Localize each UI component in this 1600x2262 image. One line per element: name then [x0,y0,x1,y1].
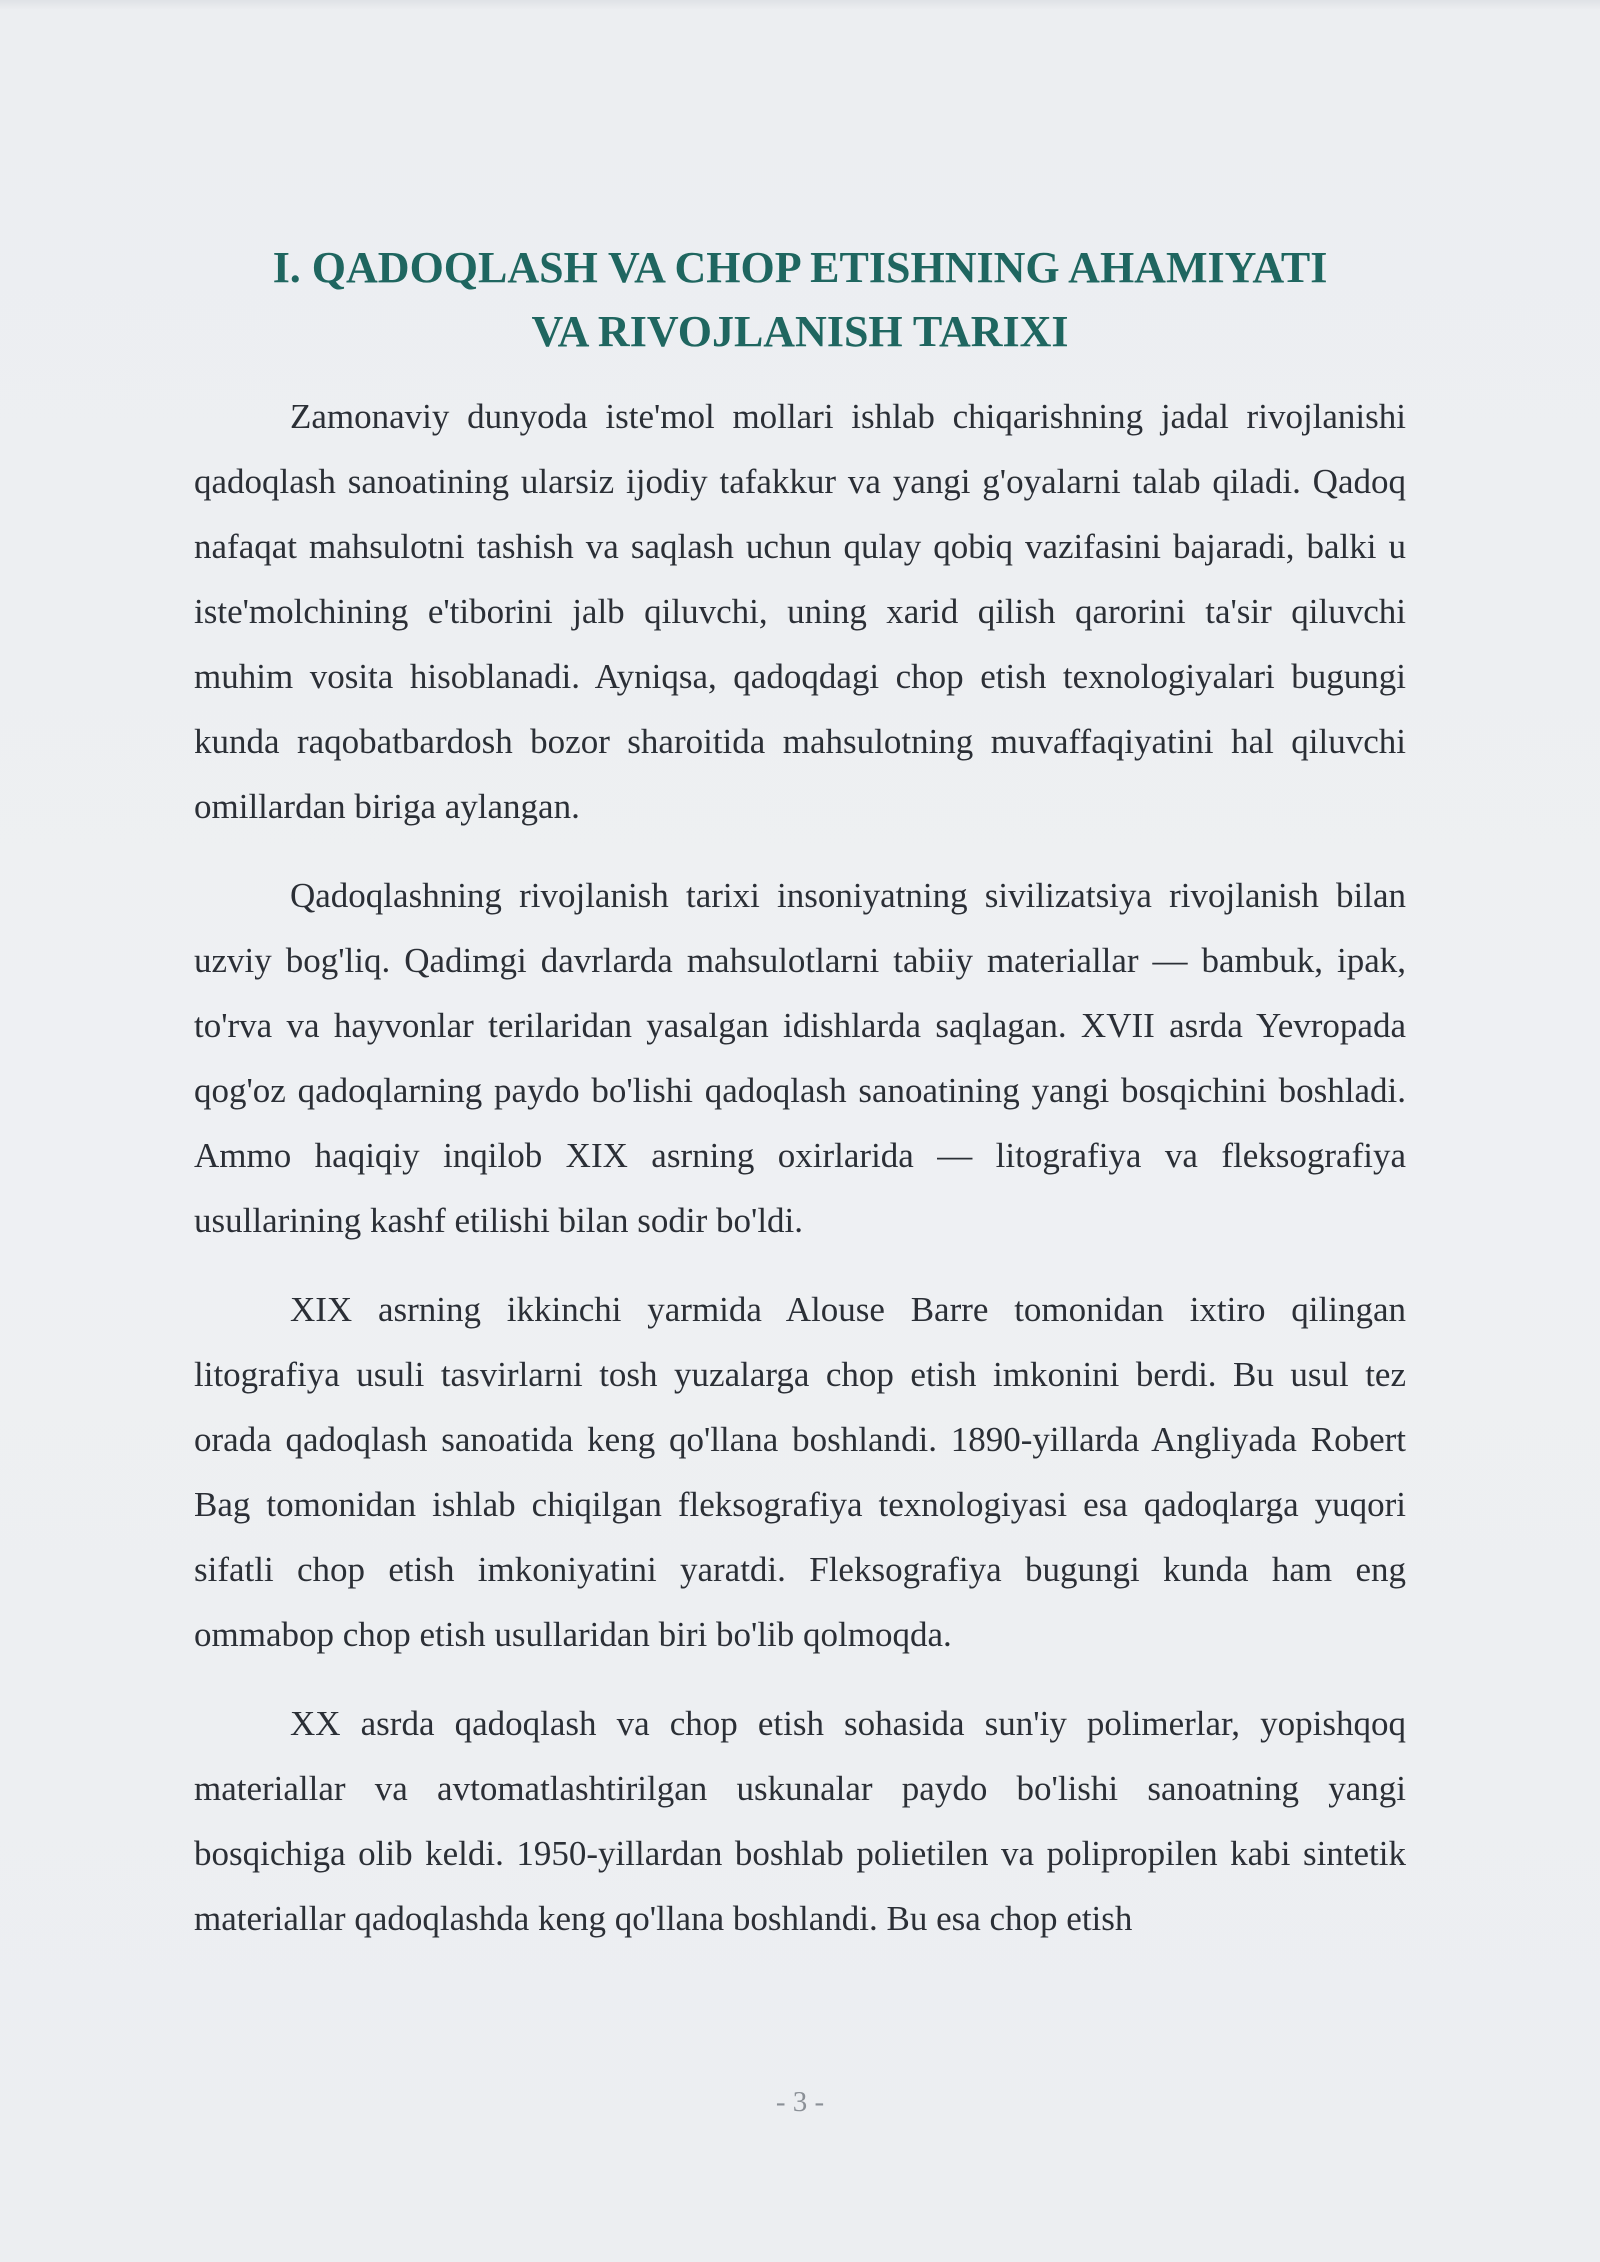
chapter-title [194,236,1406,364]
page-number: - 3 - [775,2086,825,2118]
chapter-title-line-1: I. QADOQLASH VA CHOP ETISHNING AHAMIYATI [272,243,1328,292]
chapter-title-line-2: VA RIVOJLANISH TARIXI [531,307,1069,356]
paragraph-1: Zamonaviy dunyoda iste'mol mollari ishlab chiqarishning jadal rivojlanishi qadoqlash sanoatining ularsiz ijodiy tafakkur va yangi g'oyalarni talab qiladi. Qadoq nafaqat mahsulotni tashish va saqlash uchun qulay qobiq vazifasini bajaradi, balki u iste'molchining e'tiborini jalb qiluvchi, uning xarid qilish qarorini ta'sir qiluvchi muhim vosita hisoblanadi. Ayniqsa, qadoqdagi chop etish texnologiyalari bugungi kunda raqobatbardosh bozor sharoitida mahsulotning muvaffaqiyatini hal qiluvchi omillardan biriga aylangan. [194,397,1406,826]
page-content [194,236,1406,1951]
paragraph-3: XIX asrning ikkinchi yarmida Alouse Barre tomonidan ixtiro qilingan litografiya usuli tasvirlarni tosh yuzalarga chop etish imkonini berdi. Bu usul tez orada qadoqlash sanoatida keng qo'llana boshlandi. 1890-yillarda Angliyada Robert Bag tomonidan ishlab chiqilgan fleksografiya texnologiyasi esa qadoqlarga yuqori sifatli chop etish imkoniyatini yaratdi. Fleksografiya bugungi kunda ham eng ommabop chop etish usullaridan biri bo'lib qolmoqda. [194,1290,1406,1654]
paragraph-2: Qadoqlashning rivojlanish tarixi insoniyatning sivilizatsiya rivojlanish bilan uzviy bog'liq. Qadimgi davrlarda mahsulotlarni tabiiy materiallar — bambuk, ipak, to'rva va hayvonlar terilaridan yasalgan idishlarda saqlagan. XVII asrda Yevropada qog'oz qadoqlarning paydo bo'lishi qadoqlash sanoatining yangi bosqichini boshladi. Ammo haqiqiy inqilob XIX asrning oxirlarida — litografiya va fleksografiya usullarining kashf etilishi bilan sodir bo'ldi. [194,876,1406,1240]
paragraph-4: XX asrda qadoqlash va chop etish sohasida sun'iy polimerlar, yopishqoq materiallar va avtomatlashtirilgan uskunalar paydo bo'lishi sanoatning yangi bosqichiga olib keldi. 1950-yillardan boshlab polietilen va polipropilen kabi sintetik materiallar qadoqlashda keng qo'llana boshlandi. Bu esa chop etish [194,1704,1406,1938]
page-top-shadow [0,0,1600,10]
